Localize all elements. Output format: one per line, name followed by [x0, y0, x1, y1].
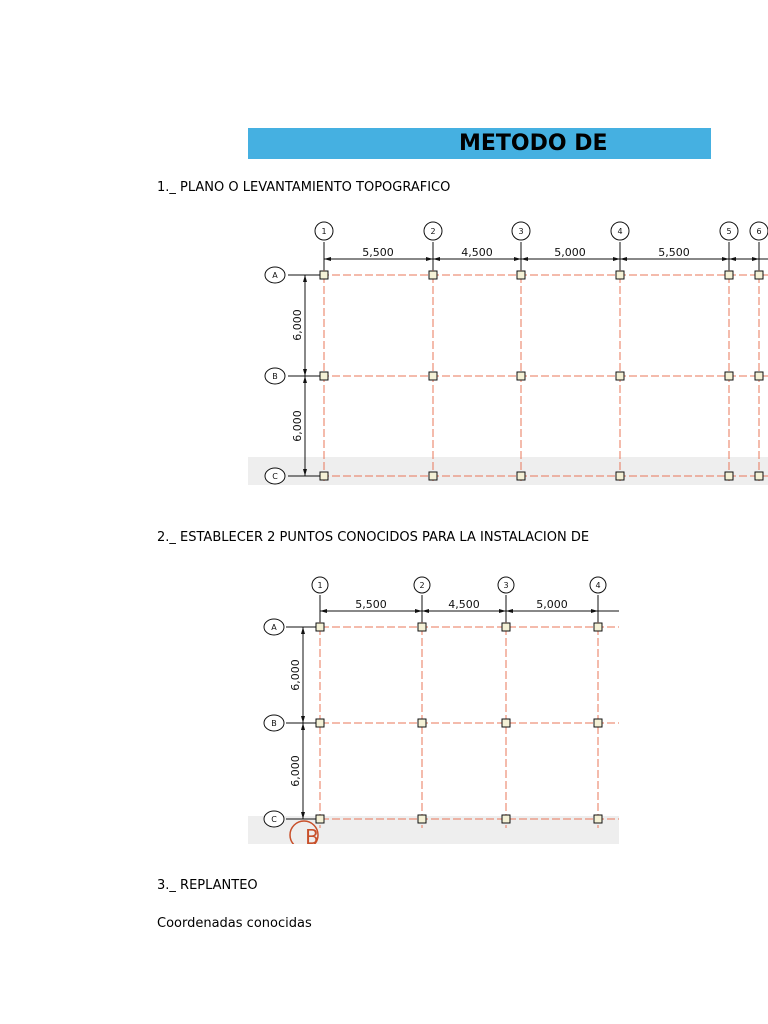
- column-label: 5: [726, 227, 732, 236]
- row-label: C: [272, 472, 278, 481]
- span-label: 5,500: [658, 246, 690, 259]
- row-label: B: [272, 372, 278, 381]
- column-label: 1: [317, 581, 323, 590]
- point-marker-label: B: [305, 825, 319, 844]
- row-label: A: [271, 623, 277, 632]
- span-label: 5,500: [362, 246, 394, 259]
- row-span-label: 6,000: [289, 755, 302, 787]
- span-label: 4,500: [448, 598, 480, 611]
- structural-plan-1: [248, 212, 768, 485]
- row-span-label: 6,000: [291, 309, 304, 341]
- step-2-text: 2._ ESTABLECER 2 PUNTOS CONOCIDOS PARA LA INSTALACION DE: [157, 530, 590, 545]
- step-3-text: 3._ REPLANTEO: [157, 878, 258, 893]
- column-label: 4: [595, 581, 601, 590]
- structural-plan-2: [248, 568, 619, 844]
- span-label: 5,000: [536, 598, 568, 611]
- row-label: C: [271, 815, 277, 824]
- span-label: 5,500: [355, 598, 387, 611]
- page-title: METODO DE: [459, 131, 608, 156]
- column-label: 6: [756, 227, 762, 236]
- span-label: 5,000: [554, 246, 586, 259]
- row-label: A: [272, 271, 278, 280]
- column-label: 2: [419, 581, 425, 590]
- row-span-label: 6,000: [291, 410, 304, 442]
- column-label: 3: [518, 227, 524, 236]
- row-span-label: 6,000: [289, 659, 302, 691]
- column-label: 4: [617, 227, 623, 236]
- column-label: 1: [321, 227, 327, 236]
- column-label: 3: [503, 581, 509, 590]
- column-label: 2: [430, 227, 436, 236]
- step-1-text: 1._ PLANO O LEVANTAMIENTO TOPOGRAFICO: [157, 180, 451, 195]
- row-label: B: [271, 719, 277, 728]
- known-coordinates-text: Coordenadas conocidas: [157, 916, 312, 931]
- span-label: 4,500: [461, 246, 493, 259]
